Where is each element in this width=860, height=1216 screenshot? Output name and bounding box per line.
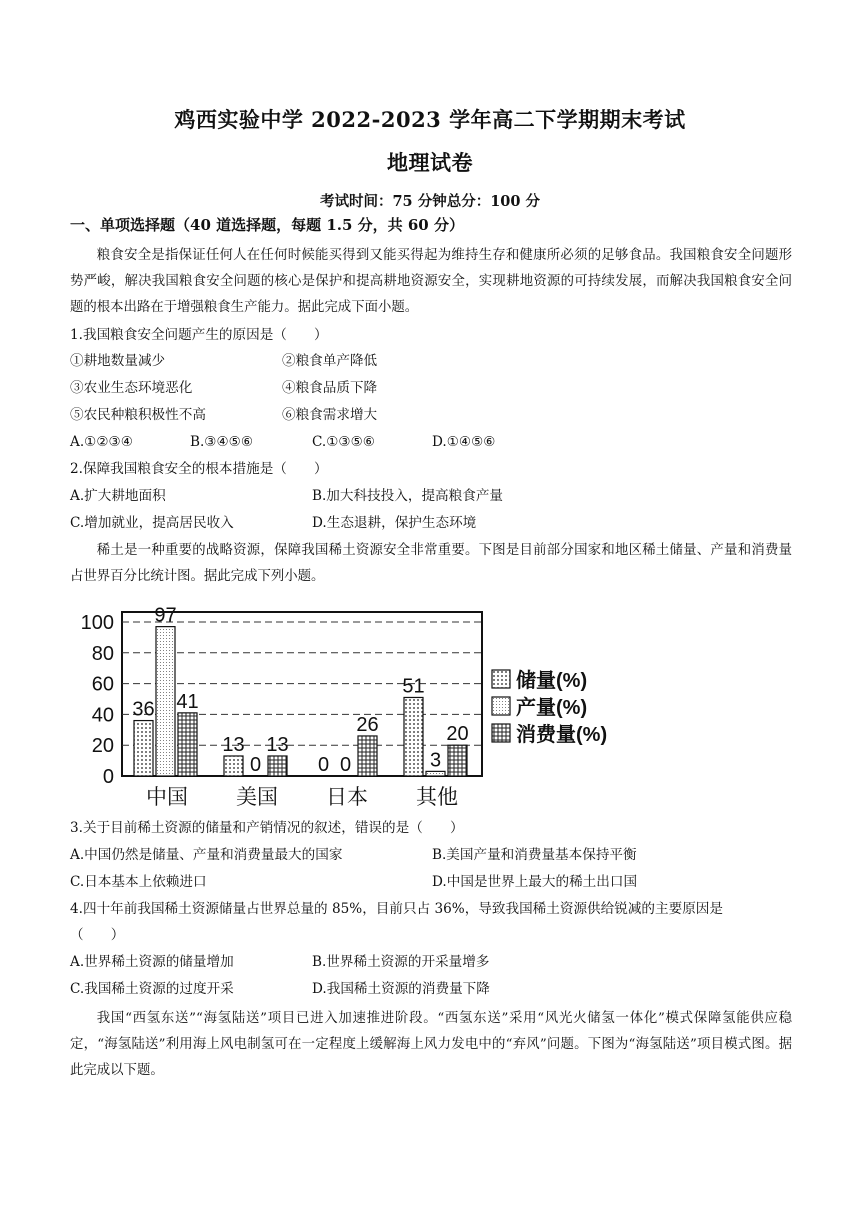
category-label: 其他 bbox=[416, 786, 458, 809]
question-1-stem: 1.我国粮食安全问题产生的原因是（ ） bbox=[70, 327, 328, 343]
q4-option-c[interactable]: C.我国稀土资源的过度开采 bbox=[70, 981, 234, 997]
q1-item-1: ①耕地数量减少 bbox=[70, 353, 166, 369]
data-label: 20 bbox=[446, 723, 469, 746]
y-tick-label: 80 bbox=[91, 642, 114, 665]
q1-option-c[interactable]: C.①③⑤⑥ bbox=[312, 434, 375, 450]
data-label: 3 bbox=[429, 749, 442, 772]
q1-option-b[interactable]: B.③④⑤⑥ bbox=[190, 434, 254, 450]
question-2-stem: 2.保障我国粮食安全的根本措施是（ ） bbox=[70, 461, 328, 477]
passage-hydrogen: 我国“西氢东送”“海氢陆送”项目已进入加速推进阶段。“西氢东送”采用“风光火储氢一体化”模式保障氢能供应稳定，“海氢陆送”利用海上风电制氢可在一定程度上缓解海上风力发电中的“弃风”问题。下图为“海氢陆送”项目模式图。据此完成以下题。 bbox=[70, 1011, 792, 1078]
data-label: 41 bbox=[176, 690, 199, 713]
exam-subtitle: 地理试卷 bbox=[387, 150, 473, 175]
q1-item-4: ④粮食品质下降 bbox=[282, 380, 378, 396]
q1-item-6: ⑥粮食需求增大 bbox=[282, 407, 378, 423]
q2-option-d[interactable]: D.生态退耕，保护生态环境 bbox=[312, 515, 477, 531]
data-label: 13 bbox=[222, 733, 245, 756]
y-tick-label: 20 bbox=[91, 735, 114, 758]
data-label: 0 bbox=[249, 754, 262, 776]
chart-categories bbox=[146, 786, 458, 809]
q4-option-a[interactable]: A.世界稀土资源的储量增加 bbox=[70, 954, 234, 970]
data-label: 51 bbox=[402, 675, 425, 698]
bar-中国-1 bbox=[156, 627, 175, 776]
legend-swatch bbox=[492, 670, 510, 688]
y-tick-label: 60 bbox=[91, 673, 114, 696]
q2-option-c[interactable]: C.增加就业，提高居民收入 bbox=[70, 515, 234, 531]
category-label: 中国 bbox=[146, 786, 188, 809]
q1-item-5: ⑤农民种粮积极性不高 bbox=[70, 407, 206, 423]
q3-option-c[interactable]: C.日本基本上依赖进口 bbox=[70, 874, 207, 890]
chart-gridlines bbox=[122, 622, 482, 745]
bar-其他-1 bbox=[426, 771, 445, 776]
q3-option-b[interactable]: B.美国产量和消费量基本保持平衡 bbox=[432, 847, 637, 863]
category-label: 日本 bbox=[326, 786, 368, 809]
question-4-stem-cont: （ ） bbox=[70, 927, 125, 943]
q1-item-2: ②粮食单产降低 bbox=[282, 353, 378, 369]
passage-rare-earth: 稀土是一种重要的战略资源，保障我国稀土资源安全非常重要。下图是目前部分国家和地区稀土储量、产量和消费量占世界百分比统计图。据此完成下列小题。 bbox=[70, 543, 792, 584]
legend-swatch bbox=[492, 724, 510, 742]
q1-option-d[interactable]: D.①④⑤⑥ bbox=[432, 434, 496, 450]
data-label: 26 bbox=[356, 713, 379, 736]
section-heading: 一、单项选择题（40 道选择题，每题 1.5 分，共 60 分） bbox=[70, 216, 464, 234]
data-label: 0 bbox=[339, 754, 352, 776]
q3-option-d[interactable]: D.中国是世界上最大的稀土出口国 bbox=[432, 874, 638, 890]
q4-option-b[interactable]: B.世界稀土资源的开采量增多 bbox=[312, 954, 490, 970]
bar-日本-2 bbox=[358, 736, 377, 776]
passage-food-security: 粮食安全是指保证任何人在任何时候能买得到又能买得起为维持生存和健康所必须的足够食品。我国粮食安全问题形势严峻，解决我国粮食安全问题的核心是保护和提高耕地资源安全，实现耕地资源的可持续发展，而解决我国粮食安全问题的根本出路在于增强粮食生产能力。据此完成下面小题。 bbox=[70, 248, 792, 315]
exam-info: 考试时间：75 分钟总分：100 分 bbox=[319, 193, 541, 210]
bar-中国-0 bbox=[134, 721, 153, 776]
bar-其他-2 bbox=[448, 745, 467, 776]
y-tick-label: 100 bbox=[80, 612, 114, 634]
bar-美国-0 bbox=[224, 756, 243, 776]
question-3-stem: 3.关于目前稀土资源的储量和产销情况的叙述，错误的是（ ） bbox=[70, 820, 464, 836]
bar-中国-2 bbox=[178, 713, 197, 776]
legend-label: 产量(%) bbox=[516, 697, 588, 719]
y-tick-label: 0 bbox=[102, 766, 114, 788]
data-label: 97 bbox=[154, 604, 177, 627]
exam-title: 鸡西实验中学 2022-2023 学年高二下学期期末考试 bbox=[174, 107, 686, 132]
q2-option-b[interactable]: B.加大科技投入，提高粮食产量 bbox=[312, 488, 504, 504]
legend-label: 消费量(%) bbox=[516, 724, 608, 746]
data-label: 36 bbox=[132, 698, 155, 721]
legend-label: 储量(%) bbox=[516, 670, 588, 692]
chart-y-ticks bbox=[81, 612, 114, 788]
bar-美国-2 bbox=[268, 756, 287, 776]
chart-legend bbox=[492, 668, 607, 746]
q1-item-3: ③农业生态环境恶化 bbox=[70, 380, 193, 396]
bar-其他-0 bbox=[404, 697, 423, 776]
data-label: 13 bbox=[266, 733, 289, 756]
q2-option-a[interactable]: A.扩大耕地面积 bbox=[70, 488, 166, 504]
q1-option-a[interactable]: A.①②③④ bbox=[70, 434, 133, 450]
rare-earth-chart bbox=[72, 598, 672, 813]
category-label: 美国 bbox=[236, 786, 278, 809]
data-label: 0 bbox=[317, 754, 330, 776]
y-tick-label: 40 bbox=[91, 704, 114, 727]
q4-option-d[interactable]: D.我国稀土资源的消费量下降 bbox=[312, 981, 490, 997]
q3-option-a[interactable]: A.中国仍然是储量、产量和消费量最大的国家 bbox=[70, 847, 343, 863]
legend-swatch bbox=[492, 697, 510, 715]
question-4-stem: 4.四十年前我国稀土资源储量占世界总量的 85%，目前只占 36%，导致我国稀土资源供给锐减的主要原因是 bbox=[70, 901, 723, 917]
